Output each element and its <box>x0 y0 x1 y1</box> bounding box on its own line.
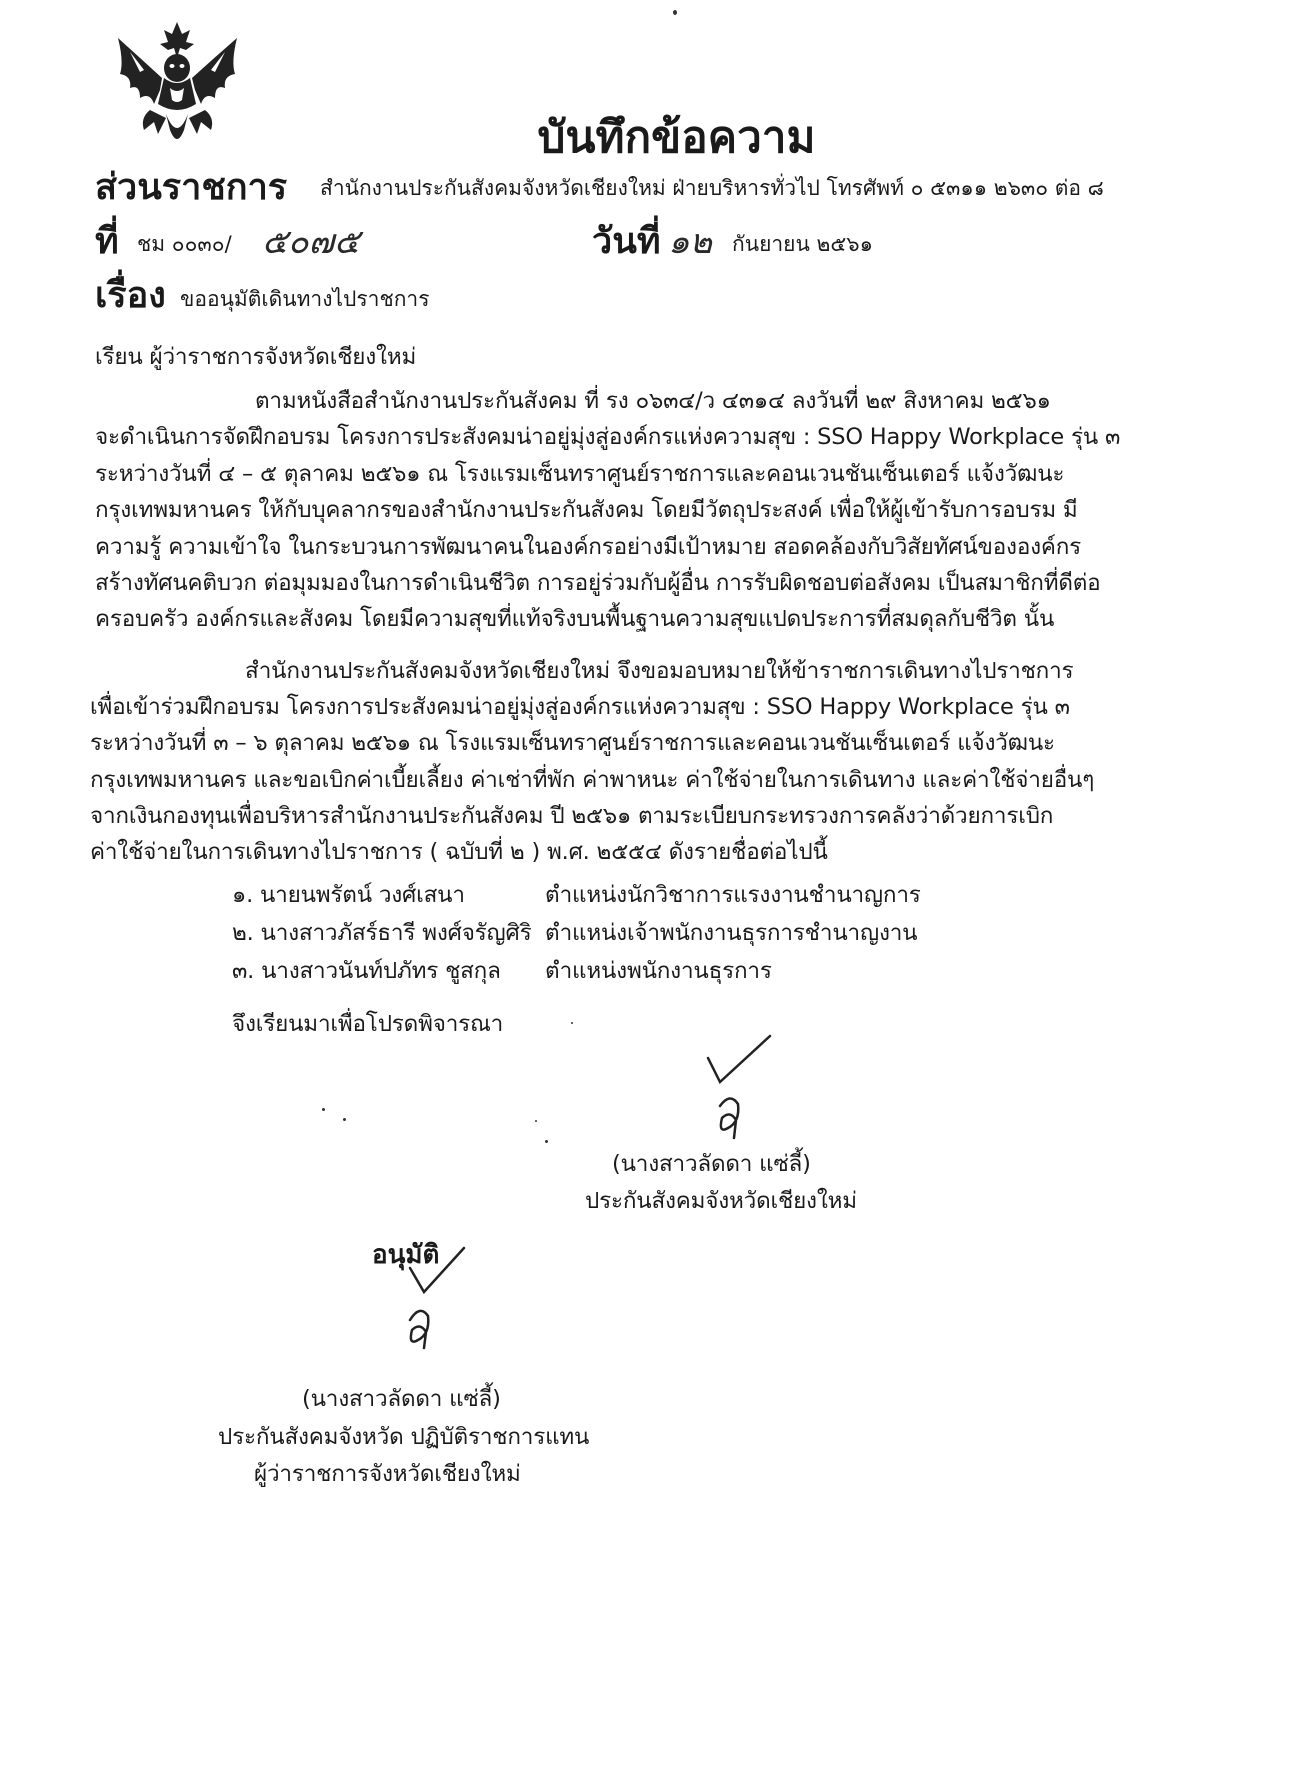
approval-label: อนุมัติ <box>372 1240 440 1270</box>
scan-speck <box>535 1120 537 1122</box>
para2-line: ระหว่างวันที่ ๓ – ๖ ตุลาคม ๒๕๖๑ ณ โรงแรมเซ็นทราศูนย์ราชการและคอนเวนชันเซ็นเตอร์ แจ้งวัฒนะ <box>90 730 1055 756</box>
ref-handwritten-number: ๕๐๗๕ <box>262 222 360 262</box>
para1-line: ความรู้ ความเข้าใจ ในกระบวนการพัฒนาคนในองค์กรอย่างมีเป้าหมาย สอดคล้องกับวิสัยทัศน์ขององค์กร <box>95 534 1082 560</box>
agency-value: สำนักงานประกันสังคมจังหวัดเชียงใหม่ ฝ่ายบริหารทั่วไป โทรศัพท์ ๐ ๕๓๑๑ ๒๖๓๐ ต่อ ๘ <box>320 176 1104 200</box>
date-day-handwritten: ๑๒ <box>668 222 712 262</box>
para1-line: กรุงเทพมหานคร ให้กับบุคลากรของสำนักงานประกันสังคม โดยมีวัตถุประสงค์ เพื่อให้ผู้เข้ารับการอบรม มี <box>95 497 1078 523</box>
staff-position: ตำแหน่งนักวิชาการแรงงานชำนาญการ <box>545 882 921 908</box>
document-title: บันทึกข้อความ <box>537 112 816 163</box>
scan-speck <box>322 1108 325 1111</box>
approver-position: ผู้ว่าราชการจังหวัดเชียงใหม่ <box>254 1461 521 1487</box>
para1-line: ระหว่างวันที่ ๔ – ๕ ตุลาคม ๒๕๖๑ ณ โรงแรมเซ็นทราศูนย์ราชการและคอนเวนชันเซ็นเตอร์ แจ้งวัฒนะ <box>95 461 1065 487</box>
signer-name: (นางสาวลัดดา แซ่ลี้) <box>612 1151 811 1177</box>
approver-name: (นางสาวลัดดา แซ่ลี้) <box>302 1386 501 1412</box>
handwritten-signature <box>700 1030 790 1140</box>
closing-text: จึงเรียนมาเพื่อโปรดพิจารณา <box>232 1011 504 1037</box>
scan-speck <box>545 1140 548 1143</box>
date-label: วันที่ <box>592 221 661 262</box>
addressee: เรียน ผู้ว่าราชการจังหวัดเชียงใหม่ <box>95 344 417 370</box>
subject-label: เรื่อง <box>95 275 166 316</box>
para1-line: ตามหนังสือสำนักงานประกันสังคม ที่ รง ๐๖๓๔/ว ๔๓๑๔ ลงวันที่ ๒๙ สิงหาคม ๒๕๖๑ <box>255 388 1051 414</box>
scan-speck <box>343 1118 346 1121</box>
para1-line: จะดำเนินการจัดฝึกอบรม โครงการประสังคมน่าอยู่มุ่งสู่องค์กรแห่งความสุข : SSO Happy Workplace รุ่น ๓ <box>95 424 1121 450</box>
para2-line: ค่าใช้จ่ายในการเดินทางไปราชการ ( ฉบับที่ ๒ ) พ.ศ. ๒๕๕๔ ดังรายชื่อต่อไปนี้ <box>90 839 828 865</box>
staff-name: ๑. นายนพรัตน์ วงศ์เสนา <box>232 882 465 908</box>
para2-line: เพื่อเข้าร่วมฝึกอบรม โครงการประสังคมน่าอยู่มุ่งสู่องค์กรแห่งความสุข : SSO Happy Workplace รุ่น ๓ <box>90 694 1070 720</box>
approval-signature <box>380 1240 480 1350</box>
approver-position: ประกันสังคมจังหวัด ปฏิบัติราชการแทน <box>218 1424 590 1450</box>
para1-line: ครอบครัว องค์กรและสังคม โดยมีความสุขที่แท้จริงบนพื้นฐานความสุขแปดประการที่สมดุลกับชีวิต นั้น <box>95 606 1055 632</box>
date-rest: กันยายน ๒๕๖๑ <box>732 232 873 256</box>
scan-speck <box>571 1022 573 1024</box>
ref-prefix: ชม ๐๐๓๐/ <box>137 232 232 256</box>
staff-position: ตำแหน่งพนักงานธุรการ <box>545 958 772 984</box>
signer-position: ประกันสังคมจังหวัดเชียงใหม่ <box>585 1188 857 1214</box>
ref-label: ที่ <box>95 221 119 262</box>
staff-name: ๓. นางสาวนันท์ปภัทร ชูสกุล <box>232 958 501 984</box>
para1-line: สร้างทัศนคติบวก ต่อมุมมองในการดำเนินชีวิต การอยู่ร่วมกับผู้อื่น การรับผิดชอบต่อสังคม เป็นสมาชิกที่ดีต่อ <box>95 570 1101 596</box>
subject-value: ขออนุมัติเดินทางไปราชการ <box>180 287 430 311</box>
para2-line: จากเงินกองทุนเพื่อบริหารสำนักงานประกันสังคม ปี ๒๕๖๑ ตามระเบียบกระทรวงการคลังว่าด้วยการเบิก <box>90 803 1054 829</box>
agency-label: ส่วนราชการ <box>95 167 288 208</box>
para2-line: กรุงเทพมหานคร และขอเบิกค่าเบี้ยเลี้ยง ค่าเช่าที่พัก ค่าพาหนะ ค่าใช้จ่ายในการเดินทาง และค่าใช้จ่ายอื่นๆ <box>90 767 1095 793</box>
staff-name: ๒. นางสาวภัสร์ธารี พงศ์จรัญศิริ <box>232 920 532 946</box>
staff-position: ตำแหน่งเจ้าพนักงานธุรการชำนาญงาน <box>545 920 918 946</box>
para2-line: สำนักงานประกันสังคมจังหวัดเชียงใหม่ จึงขอมอบหมายให้ข้าราชการเดินทางไปราชการ <box>245 658 1074 684</box>
scan-speck <box>673 10 677 15</box>
